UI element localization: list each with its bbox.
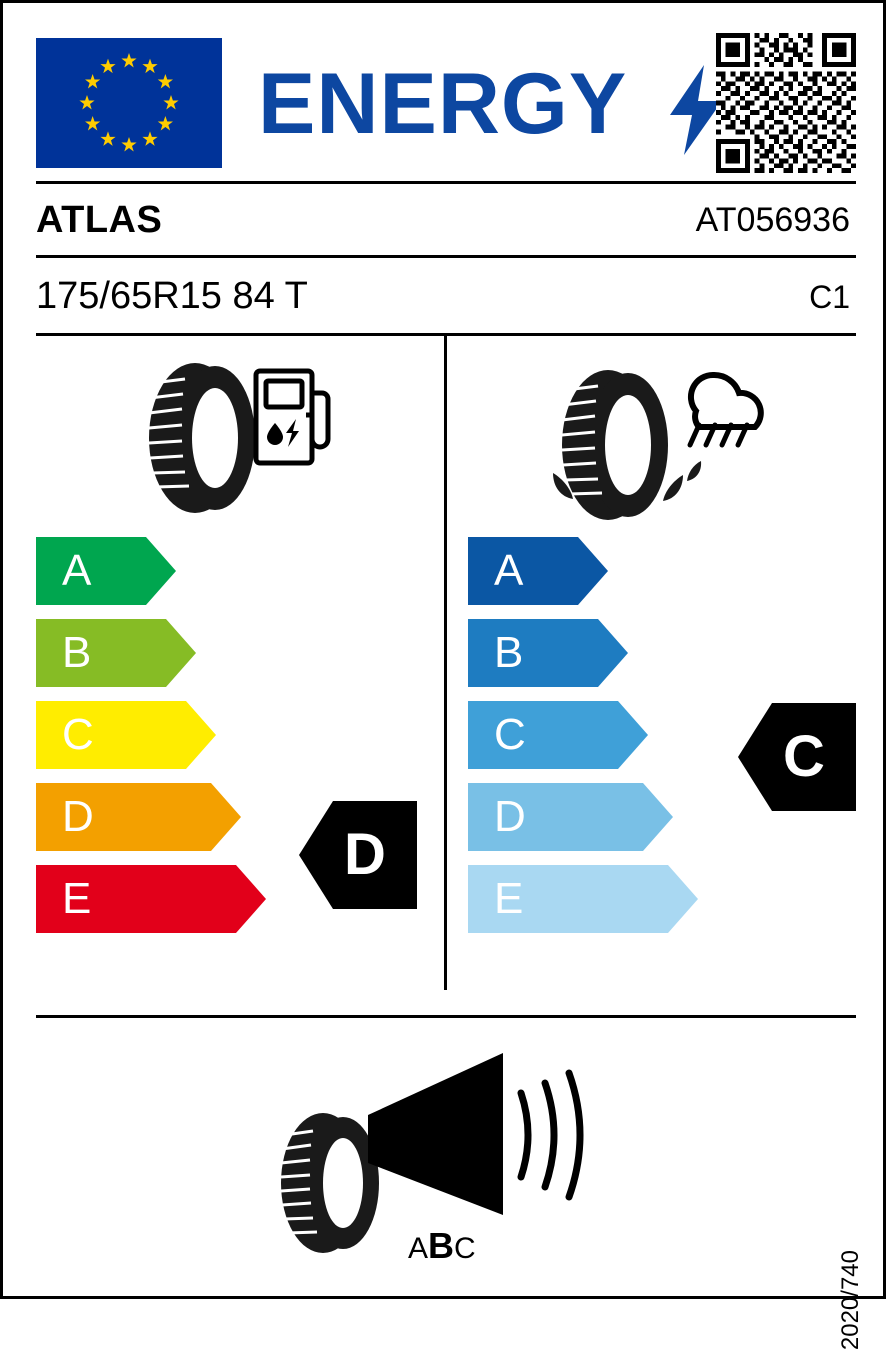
fuel-grade-E-label: E	[62, 874, 92, 923]
wetgrip-grade-A-label: A	[494, 546, 524, 595]
tyre-rain-cloud-icon	[533, 353, 783, 528]
fuel-grade-A-label: A	[62, 546, 92, 595]
product-code: AT056936	[695, 201, 850, 239]
noise-db-unit: dB	[422, 1121, 464, 1159]
wetgrip-grade-E	[468, 865, 728, 933]
wetgrip-selected-letter: C	[783, 724, 825, 789]
tyre-class: C1	[809, 279, 850, 315]
noise-class-B-selected: B	[428, 1225, 455, 1266]
wetgrip-grade-C-label: C	[494, 710, 526, 759]
wetgrip-grade-D-label: D	[494, 792, 526, 841]
wetgrip-grade-scale	[468, 537, 728, 947]
wetgrip-grade-C	[468, 701, 728, 769]
divider-under-header	[36, 181, 856, 184]
brand-name: ATLAS	[36, 199, 163, 241]
label-header	[36, 33, 856, 173]
fuel-grade-B-label: B	[62, 628, 92, 677]
fuel-grade-D	[36, 783, 296, 851]
energy-title: ENERGY	[258, 56, 628, 152]
noise-class-C: C	[454, 1232, 476, 1265]
fuel-grade-C-label: C	[62, 710, 94, 759]
fuel-grade-E	[36, 865, 296, 933]
tyre-fuel-pump-icon	[123, 353, 333, 518]
divider-vertical	[444, 335, 447, 990]
noise-class-scale	[408, 1225, 476, 1267]
fuel-grade-C	[36, 701, 296, 769]
fuel-grade-B	[36, 619, 296, 687]
wetgrip-grade-E-label: E	[494, 874, 524, 923]
wetgrip-selected-marker	[738, 703, 856, 811]
fuel-selected-marker	[299, 801, 417, 909]
wetgrip-grade-B	[468, 619, 728, 687]
noise-class-A: A	[408, 1232, 429, 1265]
eu-flag-icon	[36, 38, 222, 168]
fuel-grade-scale	[36, 537, 296, 947]
divider-above-noise	[36, 1015, 856, 1018]
noise-db-number: 68	[371, 1109, 423, 1161]
fuel-selected-letter: D	[344, 822, 386, 887]
regulation-reference: 2020/740	[837, 1250, 864, 1350]
noise-value	[371, 1108, 464, 1162]
fuel-grade-D-label: D	[62, 792, 94, 841]
tyre-size: 175/65R15 84 T	[36, 275, 308, 317]
qr-code-icon	[716, 33, 856, 173]
fuel-grade-A	[36, 537, 296, 605]
wetgrip-grade-A	[468, 537, 728, 605]
wetgrip-grade-B-label: B	[494, 628, 524, 677]
divider-under-brand	[36, 255, 856, 258]
wetgrip-grade-D	[468, 783, 728, 851]
